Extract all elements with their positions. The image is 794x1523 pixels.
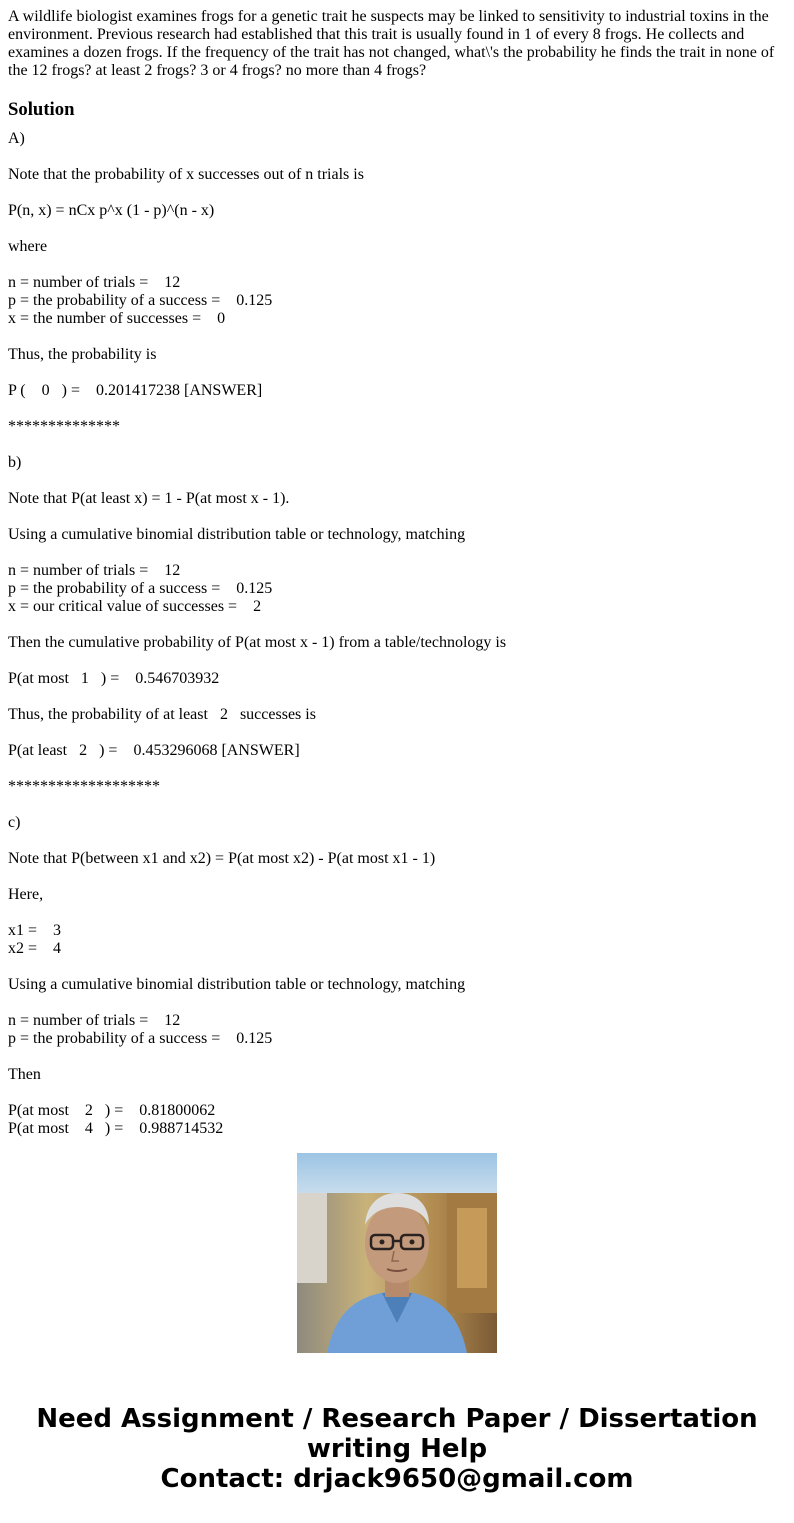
part-c-params bbox=[8, 1012, 786, 1048]
part-c-note: Note that P(between x1 and x2) = P(at most x2) - P(at most x1 - 1) bbox=[8, 850, 436, 867]
part-b-n: n = number of trials = 12 bbox=[8, 562, 181, 579]
part-a-n: n = number of trials = 12 bbox=[8, 274, 181, 291]
footer-line-1: Need Assignment / Research Paper / Dissertation bbox=[36, 1404, 758, 1434]
part-c-p: p = the probability of a success = 0.125 bbox=[8, 1030, 273, 1047]
part-c-n: n = number of trials = 12 bbox=[8, 1012, 181, 1029]
part-a-label: A) bbox=[8, 130, 25, 147]
solution-heading: Solution bbox=[8, 99, 75, 120]
part-c-bounds bbox=[8, 922, 786, 958]
part-a-formula: P(n, x) = nCx p^x (1 - p)^(n - x) bbox=[8, 202, 215, 219]
part-c-here: Here, bbox=[8, 886, 44, 903]
part-c-at-most-4: P(at most 4 ) = 0.988714532 bbox=[8, 1120, 224, 1137]
part-a-result: P ( 0 ) = 0.201417238 [ANSWER] bbox=[8, 382, 263, 399]
part-b-cumulative: P(at most 1 ) = 0.546703932 bbox=[8, 670, 220, 687]
part-b-using: Using a cumulative binomial distribution table or technology, matching bbox=[8, 526, 466, 543]
author-portrait-icon bbox=[297, 1153, 497, 1353]
solution-body bbox=[8, 130, 786, 1137]
part-b-p: p = the probability of a success = 0.125 bbox=[8, 580, 273, 597]
separator-2: ******************* bbox=[8, 778, 160, 795]
part-c-x1: x1 = 3 bbox=[8, 922, 62, 939]
part-b-thus: Thus, the probability of at least 2 successes is bbox=[8, 706, 316, 723]
part-b-note: Note that P(at least x) = 1 - P(at most x - 1). bbox=[8, 490, 290, 507]
part-b-label: b) bbox=[8, 454, 22, 471]
part-a-thus: Thus, the probability is bbox=[8, 346, 157, 363]
question-text: A wildlife biologist examines frogs for a genetic trait he suspects may be linked to sensitivity to industrial toxins in the environment. Previous research had established that this trait is usually found in 1 of every 8 frogs. He collects and examines a dozen frogs. If the frequency of the trait has not changed, what\'s the probability he finds the trait in none of the 12 frogs? at least 2 frogs? 3 or 4 frogs? no more than 4 frogs? bbox=[8, 8, 775, 79]
part-b-x: x = our critical value of successes = 2 bbox=[8, 598, 262, 615]
question-block bbox=[8, 8, 786, 121]
part-c-using: Using a cumulative binomial distribution table or technology, matching bbox=[8, 976, 466, 993]
footer-contact: Contact: drjack9650@gmail.com bbox=[160, 1464, 634, 1494]
author-avatar bbox=[297, 1153, 497, 1353]
part-a-x: x = the number of successes = 0 bbox=[8, 310, 226, 327]
separator-1: ************** bbox=[8, 418, 120, 435]
part-a-intro: Note that the probability of x successes out of n trials is bbox=[8, 166, 364, 183]
part-a-p: p = the probability of a success = 0.125 bbox=[8, 292, 273, 309]
part-b-params bbox=[8, 562, 786, 616]
part-a-where: where bbox=[8, 238, 48, 255]
footer-line-2: writing Help bbox=[306, 1434, 488, 1464]
part-c-at-most-2: P(at most 2 ) = 0.81800062 bbox=[8, 1102, 216, 1119]
part-a-params bbox=[8, 274, 786, 328]
footer-banner bbox=[0, 1404, 794, 1494]
part-b-result: P(at least 2 ) = 0.453296068 [ANSWER] bbox=[8, 742, 300, 759]
part-b-then: Then the cumulative probability of P(at most x - 1) from a table/technology is bbox=[8, 634, 507, 651]
part-c-then: Then bbox=[8, 1066, 41, 1083]
part-c-cumulative bbox=[8, 1102, 786, 1138]
part-c-x2: x2 = 4 bbox=[8, 940, 62, 957]
part-c-label: c) bbox=[8, 814, 21, 831]
